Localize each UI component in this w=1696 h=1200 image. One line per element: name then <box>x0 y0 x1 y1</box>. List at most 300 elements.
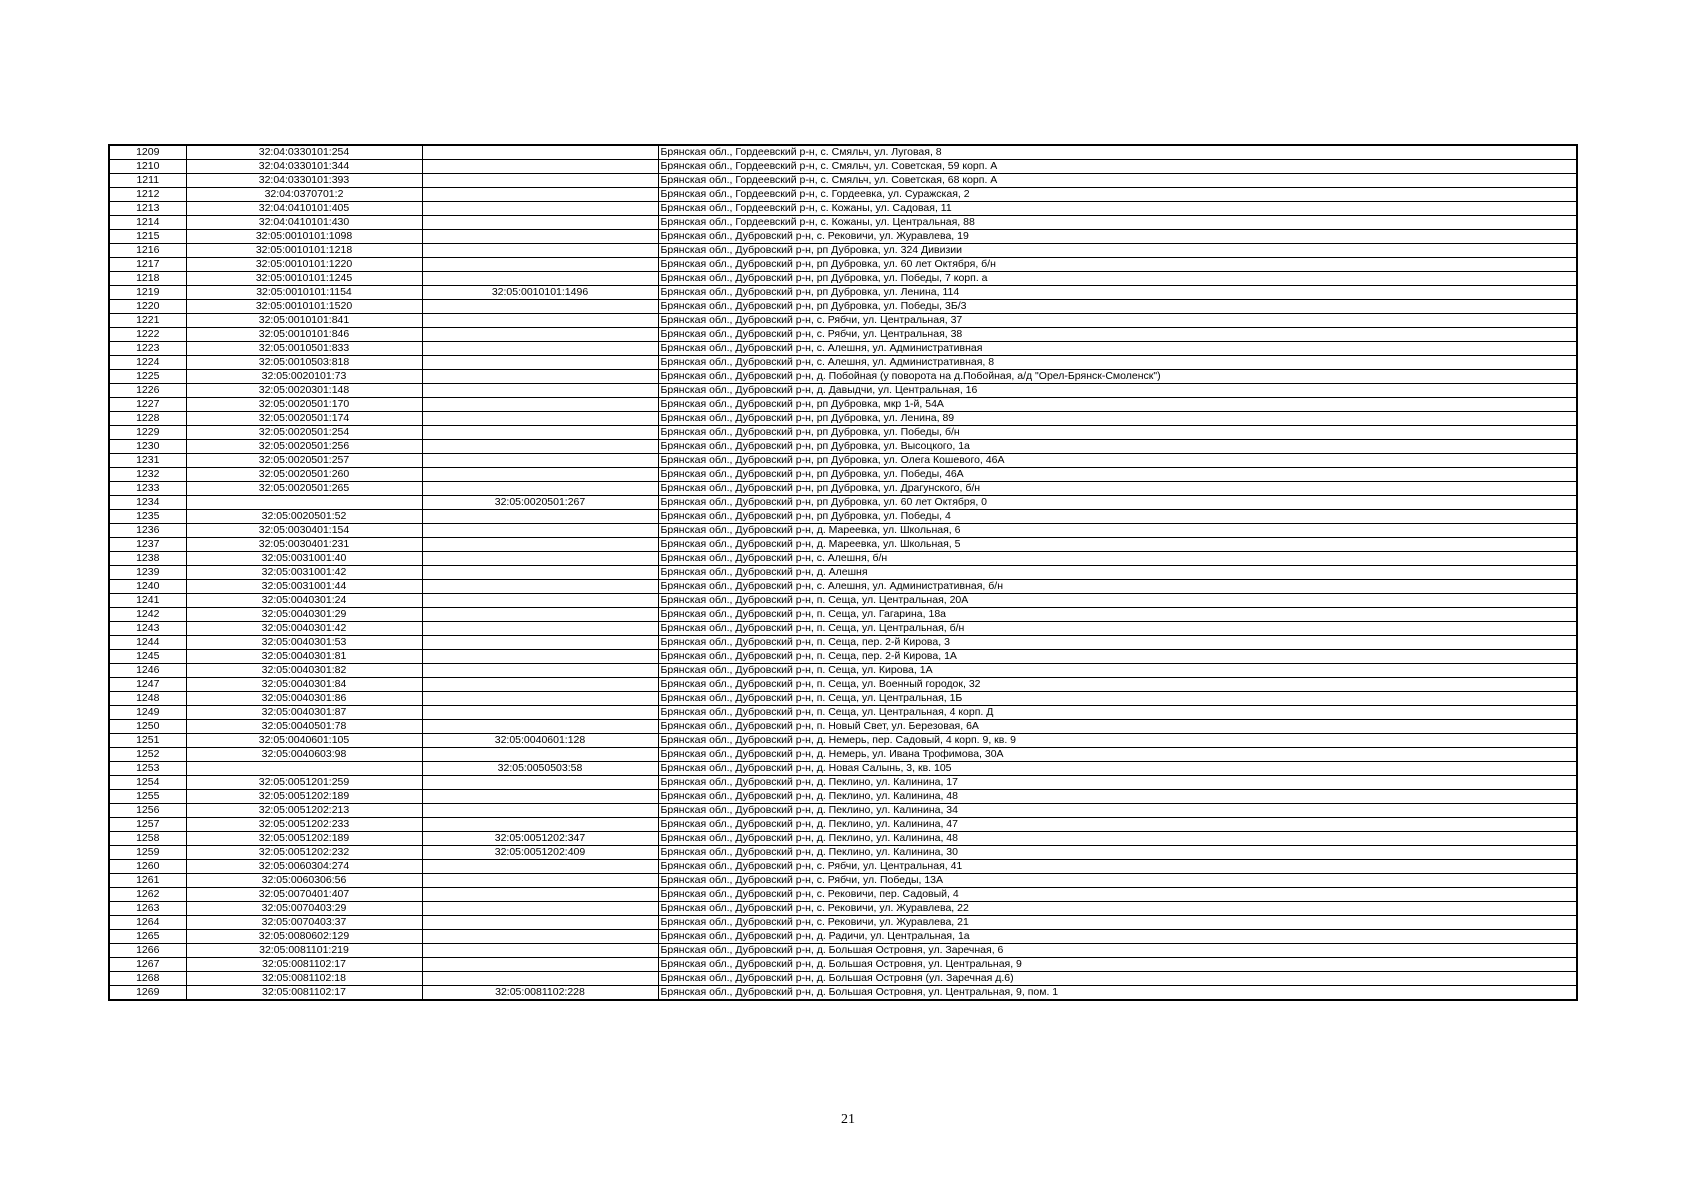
table-row <box>109 930 1577 944</box>
related-cadastral-number-cell <box>422 188 658 202</box>
cadastral-number-cell: 32:05:0020501:52 <box>186 510 422 524</box>
table-row <box>109 356 1577 370</box>
cadastral-number-cell: 32:05:0020501:265 <box>186 482 422 496</box>
address-cell: Брянская обл., Дубровский р-н, рп Дубровка, ул. Победы, 7 корп. а <box>658 272 1577 286</box>
cadastral-number-cell: 32:05:0060306:56 <box>186 874 422 888</box>
cadastral-number-cell: 32:05:0010101:1245 <box>186 272 422 286</box>
table-row <box>109 888 1577 902</box>
related-cadastral-number-cell <box>422 216 658 230</box>
related-cadastral-number-cell <box>422 272 658 286</box>
table-row <box>109 412 1577 426</box>
cadastral-number-cell: 32:05:0040301:87 <box>186 706 422 720</box>
cadastral-number-cell: 32:05:0040301:84 <box>186 678 422 692</box>
table-row <box>109 496 1577 510</box>
cadastral-number-cell: 32:05:0031001:44 <box>186 580 422 594</box>
address-cell: Брянская обл., Дубровский р-н, рп Дубровка, ул. Победы, 46А <box>658 468 1577 482</box>
address-cell: Брянская обл., Дубровский р-н, с. Рековичи, ул. Журавлева, 19 <box>658 230 1577 244</box>
cadastral-number-cell: 32:05:0040301:42 <box>186 622 422 636</box>
cadastral-number-cell: 32:05:0081102:17 <box>186 958 422 972</box>
related-cadastral-number-cell <box>422 356 658 370</box>
address-cell: Брянская обл., Дубровский р-н, д. Алешня <box>658 566 1577 580</box>
table-row <box>109 258 1577 272</box>
cadastral-number-cell: 32:05:0010101:1218 <box>186 244 422 258</box>
row-number-cell: 1252 <box>109 748 186 762</box>
related-cadastral-number-cell <box>422 370 658 384</box>
related-cadastral-number-cell <box>422 930 658 944</box>
table-row <box>109 328 1577 342</box>
row-number-cell: 1257 <box>109 818 186 832</box>
row-number-cell: 1212 <box>109 188 186 202</box>
table-row <box>109 538 1577 552</box>
table-row <box>109 762 1577 776</box>
row-number-cell: 1242 <box>109 608 186 622</box>
related-cadastral-number-cell <box>422 538 658 552</box>
address-cell: Брянская обл., Дубровский р-н, д. Большая Островня (ул. Заречная д.6) <box>658 972 1577 986</box>
related-cadastral-number-cell <box>422 314 658 328</box>
related-cadastral-number-cell <box>422 972 658 986</box>
row-number-cell: 1213 <box>109 202 186 216</box>
row-number-cell: 1265 <box>109 930 186 944</box>
row-number-cell: 1258 <box>109 832 186 846</box>
address-cell: Брянская обл., Дубровский р-н, с. Рековичи, пер. Садовый, 4 <box>658 888 1577 902</box>
related-cadastral-number-cell <box>422 706 658 720</box>
table-row <box>109 734 1577 748</box>
row-number-cell: 1226 <box>109 384 186 398</box>
cadastral-number-cell: 32:05:0020301:148 <box>186 384 422 398</box>
row-number-cell: 1216 <box>109 244 186 258</box>
address-cell: Брянская обл., Дубровский р-н, рп Дубровка, ул. Высоцкого, 1а <box>658 440 1577 454</box>
table-row <box>109 370 1577 384</box>
address-cell: Брянская обл., Дубровский р-н, рп Дубровка, ул. Ленина, 89 <box>658 412 1577 426</box>
cadastral-number-cell: 32:05:0040501:78 <box>186 720 422 734</box>
row-number-cell: 1243 <box>109 622 186 636</box>
table-row <box>109 160 1577 174</box>
row-number-cell: 1256 <box>109 804 186 818</box>
related-cadastral-number-cell <box>422 300 658 314</box>
related-cadastral-number-cell <box>422 398 658 412</box>
address-cell: Брянская обл., Дубровский р-н, д. Мареевка, ул. Школьная, 6 <box>658 524 1577 538</box>
related-cadastral-number-cell <box>422 636 658 650</box>
row-number-cell: 1245 <box>109 650 186 664</box>
row-number-cell: 1266 <box>109 944 186 958</box>
related-cadastral-number-cell <box>422 902 658 916</box>
table-row <box>109 608 1577 622</box>
address-cell: Брянская обл., Дубровский р-н, рп Дубровка, ул. Олега Кошевого, 46А <box>658 454 1577 468</box>
address-cell: Брянская обл., Гордеевский р-н, с. Смяльч, ул. Советская, 68 корп. А <box>658 174 1577 188</box>
related-cadastral-number-cell <box>422 678 658 692</box>
row-number-cell: 1259 <box>109 846 186 860</box>
row-number-cell: 1235 <box>109 510 186 524</box>
related-cadastral-number-cell <box>422 230 658 244</box>
row-number-cell: 1223 <box>109 342 186 356</box>
cadastral-number-cell: 32:05:0010101:1520 <box>186 300 422 314</box>
table-row <box>109 145 1577 160</box>
address-cell: Брянская обл., Дубровский р-н, п. Сеща, ул. Центральная, 4 корп. Д <box>658 706 1577 720</box>
table-row <box>109 706 1577 720</box>
cadastral-number-cell: 32:05:0040301:81 <box>186 650 422 664</box>
related-cadastral-number-cell <box>422 748 658 762</box>
table-row <box>109 902 1577 916</box>
table-row <box>109 692 1577 706</box>
table-row <box>109 958 1577 972</box>
row-number-cell: 1220 <box>109 300 186 314</box>
row-number-cell: 1228 <box>109 412 186 426</box>
address-cell: Брянская обл., Дубровский р-н, с. Алешня, ул. Административная, б/н <box>658 580 1577 594</box>
table-row <box>109 300 1577 314</box>
row-number-cell: 1250 <box>109 720 186 734</box>
table-row <box>109 720 1577 734</box>
table-row <box>109 972 1577 986</box>
table-body <box>109 145 1577 1000</box>
row-number-cell: 1230 <box>109 440 186 454</box>
table-row <box>109 650 1577 664</box>
table-row <box>109 566 1577 580</box>
address-cell: Брянская обл., Дубровский р-н, д. Большая Островня, ул. Центральная, 9 <box>658 958 1577 972</box>
cadastral-number-cell: 32:05:0040601:105 <box>186 734 422 748</box>
cadastral-number-cell: 32:04:0370701:2 <box>186 188 422 202</box>
row-number-cell: 1238 <box>109 552 186 566</box>
table-row <box>109 594 1577 608</box>
cadastral-number-cell <box>186 762 422 776</box>
address-cell: Брянская обл., Дубровский р-н, рп Дубровка, ул. Победы, 3Б/3 <box>658 300 1577 314</box>
row-number-cell: 1211 <box>109 174 186 188</box>
address-cell: Брянская обл., Дубровский р-н, д. Пеклино, ул. Калинина, 48 <box>658 790 1577 804</box>
row-number-cell: 1233 <box>109 482 186 496</box>
address-cell: Брянская обл., Дубровский р-н, рп Дубровка, ул. Ленина, 114 <box>658 286 1577 300</box>
row-number-cell: 1215 <box>109 230 186 244</box>
cadastral-number-cell: 32:05:0020501:174 <box>186 412 422 426</box>
table-row <box>109 776 1577 790</box>
table-row <box>109 188 1577 202</box>
address-cell: Брянская обл., Дубровский р-н, п. Сеща, пер. 2-й Кирова, 1А <box>658 650 1577 664</box>
related-cadastral-number-cell <box>422 258 658 272</box>
related-cadastral-number-cell: 32:05:0081102:228 <box>422 986 658 1001</box>
table-row <box>109 286 1577 300</box>
table-row <box>109 552 1577 566</box>
related-cadastral-number-cell <box>422 944 658 958</box>
row-number-cell: 1219 <box>109 286 186 300</box>
address-cell: Брянская обл., Дубровский р-н, с. Рековичи, ул. Журавлева, 21 <box>658 916 1577 930</box>
related-cadastral-number-cell <box>422 804 658 818</box>
row-number-cell: 1236 <box>109 524 186 538</box>
related-cadastral-number-cell <box>422 145 658 160</box>
cadastral-number-cell: 32:05:0081102:18 <box>186 972 422 986</box>
cadastral-number-cell: 32:05:0070403:37 <box>186 916 422 930</box>
related-cadastral-number-cell <box>422 328 658 342</box>
related-cadastral-number-cell <box>422 412 658 426</box>
related-cadastral-number-cell <box>422 580 658 594</box>
address-cell: Брянская обл., Дубровский р-н, рп Дубровка, ул. Победы, 4 <box>658 510 1577 524</box>
table-row <box>109 818 1577 832</box>
related-cadastral-number-cell <box>422 860 658 874</box>
row-number-cell: 1221 <box>109 314 186 328</box>
table-row <box>109 664 1577 678</box>
row-number-cell: 1254 <box>109 776 186 790</box>
address-cell: Брянская обл., Дубровский р-н, п. Сеща, ул. Центральная, 20А <box>658 594 1577 608</box>
table-row <box>109 174 1577 188</box>
address-cell: Брянская обл., Гордеевский р-н, с. Кожаны, ул. Садовая, 11 <box>658 202 1577 216</box>
row-number-cell: 1269 <box>109 986 186 1001</box>
row-number-cell: 1232 <box>109 468 186 482</box>
related-cadastral-number-cell <box>422 608 658 622</box>
row-number-cell: 1253 <box>109 762 186 776</box>
related-cadastral-number-cell <box>422 650 658 664</box>
related-cadastral-number-cell <box>422 790 658 804</box>
table-row <box>109 314 1577 328</box>
related-cadastral-number-cell <box>422 510 658 524</box>
address-cell: Брянская обл., Дубровский р-н, д. Радичи, ул. Центральная, 1а <box>658 930 1577 944</box>
table-row <box>109 510 1577 524</box>
row-number-cell: 1231 <box>109 454 186 468</box>
table-row <box>109 230 1577 244</box>
cadastral-number-cell: 32:04:0330101:344 <box>186 160 422 174</box>
table-row <box>109 790 1577 804</box>
cadastral-number-cell: 32:05:0030401:154 <box>186 524 422 538</box>
cadastral-number-cell: 32:05:0010503:818 <box>186 356 422 370</box>
cadastral-number-cell: 32:04:0330101:254 <box>186 145 422 160</box>
address-cell: Брянская обл., Дубровский р-н, д. Пеклино, ул. Калинина, 17 <box>658 776 1577 790</box>
related-cadastral-number-cell: 32:05:0050503:58 <box>422 762 658 776</box>
row-number-cell: 1263 <box>109 902 186 916</box>
address-cell: Брянская обл., Дубровский р-н, д. Немерь, пер. Садовый, 4 корп. 9, кв. 9 <box>658 734 1577 748</box>
row-number-cell: 1244 <box>109 636 186 650</box>
related-cadastral-number-cell <box>422 524 658 538</box>
address-cell: Брянская обл., Дубровский р-н, с. Рябчи, ул. Победы, 13А <box>658 874 1577 888</box>
row-number-cell: 1267 <box>109 958 186 972</box>
address-cell: Брянская обл., Дубровский р-н, рп Дубровка, мкр 1-й, 54А <box>658 398 1577 412</box>
address-cell: Брянская обл., Гордеевский р-н, с. Гордеевка, ул. Суражская, 2 <box>658 188 1577 202</box>
related-cadastral-number-cell <box>422 482 658 496</box>
table-row <box>109 524 1577 538</box>
address-cell: Брянская обл., Дубровский р-н, п. Сеща, пер. 2-й Кирова, 3 <box>658 636 1577 650</box>
address-cell: Брянская обл., Дубровский р-н, с. Рябчи, ул. Центральная, 38 <box>658 328 1577 342</box>
table-row <box>109 860 1577 874</box>
address-cell: Брянская обл., Гордеевский р-н, с. Смяльч, ул. Советская, 59 корп. А <box>658 160 1577 174</box>
cadastral-number-cell: 32:05:0010101:841 <box>186 314 422 328</box>
address-cell: Брянская обл., Дубровский р-н, п. Сеща, ул. Военный городок, 32 <box>658 678 1577 692</box>
property-table <box>108 144 1578 1001</box>
related-cadastral-number-cell <box>422 818 658 832</box>
address-cell: Брянская обл., Дубровский р-н, п. Сеща, ул. Центральная, 1Б <box>658 692 1577 706</box>
cadastral-number-cell: 32:05:0070403:29 <box>186 902 422 916</box>
cadastral-number-cell: 32:05:0010101:1098 <box>186 230 422 244</box>
related-cadastral-number-cell <box>422 384 658 398</box>
row-number-cell: 1246 <box>109 664 186 678</box>
address-cell: Брянская обл., Дубровский р-н, п. Сеща, ул. Кирова, 1А <box>658 664 1577 678</box>
address-cell: Брянская обл., Дубровский р-н, рп Дубровка, ул. 60 лет Октября, б/н <box>658 258 1577 272</box>
related-cadastral-number-cell: 32:05:0051202:347 <box>422 832 658 846</box>
cadastral-number-cell: 32:05:0030401:231 <box>186 538 422 552</box>
table-row <box>109 846 1577 860</box>
table-row <box>109 454 1577 468</box>
cadastral-number-cell: 32:04:0410101:430 <box>186 216 422 230</box>
row-number-cell: 1249 <box>109 706 186 720</box>
table-row <box>109 468 1577 482</box>
related-cadastral-number-cell <box>422 426 658 440</box>
table-row <box>109 482 1577 496</box>
cadastral-number-cell: 32:05:0081102:17 <box>186 986 422 1001</box>
related-cadastral-number-cell <box>422 174 658 188</box>
row-number-cell: 1268 <box>109 972 186 986</box>
address-cell: Брянская обл., Дубровский р-н, с. Алешня, ул. Административная <box>658 342 1577 356</box>
address-cell: Брянская обл., Дубровский р-н, рп Дубровка, ул. Драгунского, б/н <box>658 482 1577 496</box>
row-number-cell: 1225 <box>109 370 186 384</box>
cadastral-number-cell: 32:05:0051202:189 <box>186 790 422 804</box>
table-row <box>109 440 1577 454</box>
address-cell: Брянская обл., Дубровский р-н, с. Рековичи, ул. Журавлева, 22 <box>658 902 1577 916</box>
table-row <box>109 244 1577 258</box>
address-cell: Брянская обл., Дубровский р-н, рп Дубровка, ул. 324 Дивизии <box>658 244 1577 258</box>
related-cadastral-number-cell: 32:05:0010101:1496 <box>422 286 658 300</box>
table-row <box>109 216 1577 230</box>
row-number-cell: 1241 <box>109 594 186 608</box>
cadastral-number-cell: 32:05:0020501:170 <box>186 398 422 412</box>
row-number-cell: 1240 <box>109 580 186 594</box>
cadastral-number-cell: 32:05:0040301:82 <box>186 664 422 678</box>
related-cadastral-number-cell <box>422 552 658 566</box>
related-cadastral-number-cell <box>422 720 658 734</box>
cadastral-number-cell: 32:05:0040301:86 <box>186 692 422 706</box>
row-number-cell: 1224 <box>109 356 186 370</box>
row-number-cell: 1247 <box>109 678 186 692</box>
address-cell: Брянская обл., Дубровский р-н, д. Побойная (у поворота на д.Побойная, а/д "Орел-Брянск-Смоленск") <box>658 370 1577 384</box>
related-cadastral-number-cell <box>422 594 658 608</box>
table-row <box>109 874 1577 888</box>
cadastral-number-cell: 32:05:0060304:274 <box>186 860 422 874</box>
related-cadastral-number-cell: 32:05:0040601:128 <box>422 734 658 748</box>
cadastral-number-cell: 32:05:0020101:73 <box>186 370 422 384</box>
cadastral-number-cell: 32:04:0410101:405 <box>186 202 422 216</box>
cadastral-number-cell: 32:05:0040603:98 <box>186 748 422 762</box>
row-number-cell: 1214 <box>109 216 186 230</box>
table-row <box>109 944 1577 958</box>
address-cell: Брянская обл., Дубровский р-н, с. Алешня, ул. Административная, 8 <box>658 356 1577 370</box>
row-number-cell: 1218 <box>109 272 186 286</box>
address-cell: Брянская обл., Дубровский р-н, д. Большая Островня, ул. Заречная, 6 <box>658 944 1577 958</box>
address-cell: Брянская обл., Дубровский р-н, д. Пеклино, ул. Калинина, 30 <box>658 846 1577 860</box>
related-cadastral-number-cell <box>422 692 658 706</box>
related-cadastral-number-cell <box>422 244 658 258</box>
related-cadastral-number-cell: 32:05:0020501:267 <box>422 496 658 510</box>
table-row <box>109 272 1577 286</box>
cadastral-number-cell: 32:05:0040301:29 <box>186 608 422 622</box>
related-cadastral-number-cell <box>422 776 658 790</box>
row-number-cell: 1237 <box>109 538 186 552</box>
row-number-cell: 1262 <box>109 888 186 902</box>
row-number-cell: 1264 <box>109 916 186 930</box>
table-row <box>109 580 1577 594</box>
cadastral-number-cell: 32:05:0010501:833 <box>186 342 422 356</box>
row-number-cell: 1217 <box>109 258 186 272</box>
row-number-cell: 1260 <box>109 860 186 874</box>
related-cadastral-number-cell <box>422 888 658 902</box>
table-row <box>109 636 1577 650</box>
address-cell: Брянская обл., Дубровский р-н, с. Рябчи, ул. Центральная, 41 <box>658 860 1577 874</box>
address-cell: Брянская обл., Дубровский р-н, д. Немерь, ул. Ивана Трофимова, 30А <box>658 748 1577 762</box>
address-cell: Брянская обл., Дубровский р-н, д. Мареевка, ул. Школьная, 5 <box>658 538 1577 552</box>
row-number-cell: 1234 <box>109 496 186 510</box>
cadastral-number-cell: 32:05:0010101:1220 <box>186 258 422 272</box>
table-row <box>109 384 1577 398</box>
table-row <box>109 804 1577 818</box>
cadastral-number-cell: 32:05:0051202:213 <box>186 804 422 818</box>
table-row <box>109 342 1577 356</box>
address-cell: Брянская обл., Дубровский р-н, п. Новый Свет, ул. Березовая, 6А <box>658 720 1577 734</box>
cadastral-number-cell: 32:05:0081101:219 <box>186 944 422 958</box>
address-cell: Брянская обл., Дубровский р-н, д. Пеклино, ул. Калинина, 48 <box>658 832 1577 846</box>
table-row <box>109 748 1577 762</box>
related-cadastral-number-cell <box>422 440 658 454</box>
table-row <box>109 426 1577 440</box>
cadastral-number-cell: 32:05:0020501:260 <box>186 468 422 482</box>
table-row <box>109 678 1577 692</box>
related-cadastral-number-cell <box>422 468 658 482</box>
address-cell: Брянская обл., Дубровский р-н, д. Большая Островня, ул. Центральная, 9, пом. 1 <box>658 986 1577 1001</box>
row-number-cell: 1239 <box>109 566 186 580</box>
row-number-cell: 1248 <box>109 692 186 706</box>
related-cadastral-number-cell <box>422 916 658 930</box>
row-number-cell: 1209 <box>109 145 186 160</box>
row-number-cell: 1229 <box>109 426 186 440</box>
cadastral-number-cell: 32:05:0031001:42 <box>186 566 422 580</box>
address-cell: Брянская обл., Дубровский р-н, д. Пеклино, ул. Калинина, 47 <box>658 818 1577 832</box>
table-row <box>109 916 1577 930</box>
address-cell: Брянская обл., Дубровский р-н, п. Сеща, ул. Гагарина, 18а <box>658 608 1577 622</box>
address-cell: Брянская обл., Дубровский р-н, д. Новая Салынь, 3, кв. 105 <box>658 762 1577 776</box>
address-cell: Брянская обл., Дубровский р-н, рп Дубровка, ул. 60 лет Октября, 0 <box>658 496 1577 510</box>
related-cadastral-number-cell: 32:05:0051202:409 <box>422 846 658 860</box>
row-number-cell: 1251 <box>109 734 186 748</box>
related-cadastral-number-cell <box>422 160 658 174</box>
cadastral-number-cell: 32:05:0040301:53 <box>186 636 422 650</box>
table-row <box>109 832 1577 846</box>
address-cell: Брянская обл., Дубровский р-н, с. Алешня, б/н <box>658 552 1577 566</box>
address-cell: Брянская обл., Гордеевский р-н, с. Кожаны, ул. Центральная, 88 <box>658 216 1577 230</box>
cadastral-number-cell: 32:05:0020501:254 <box>186 426 422 440</box>
cadastral-number-cell: 32:05:0020501:257 <box>186 454 422 468</box>
cadastral-number-cell <box>186 496 422 510</box>
row-number-cell: 1261 <box>109 874 186 888</box>
cadastral-number-cell: 32:05:0051202:189 <box>186 832 422 846</box>
address-cell: Брянская обл., Дубровский р-н, д. Давыдчи, ул. Центральная, 16 <box>658 384 1577 398</box>
row-number-cell: 1227 <box>109 398 186 412</box>
cadastral-number-cell: 32:05:0010101:846 <box>186 328 422 342</box>
address-cell: Брянская обл., Дубровский р-н, п. Сеща, ул. Центральная, б/н <box>658 622 1577 636</box>
cadastral-number-cell: 32:05:0020501:256 <box>186 440 422 454</box>
related-cadastral-number-cell <box>422 958 658 972</box>
cadastral-number-cell: 32:05:0051201:259 <box>186 776 422 790</box>
page-number: 21 <box>841 1112 855 1127</box>
row-number-cell: 1222 <box>109 328 186 342</box>
related-cadastral-number-cell <box>422 622 658 636</box>
related-cadastral-number-cell <box>422 202 658 216</box>
table-row <box>109 202 1577 216</box>
related-cadastral-number-cell <box>422 874 658 888</box>
cadastral-number-cell: 32:04:0330101:393 <box>186 174 422 188</box>
cadastral-number-cell: 32:05:0031001:40 <box>186 552 422 566</box>
related-cadastral-number-cell <box>422 664 658 678</box>
table-row <box>109 622 1577 636</box>
cadastral-number-cell: 32:05:0051202:233 <box>186 818 422 832</box>
address-cell: Брянская обл., Дубровский р-н, с. Рябчи, ул. Центральная, 37 <box>658 314 1577 328</box>
related-cadastral-number-cell <box>422 454 658 468</box>
related-cadastral-number-cell <box>422 342 658 356</box>
row-number-cell: 1255 <box>109 790 186 804</box>
cadastral-number-cell: 32:05:0070401:407 <box>186 888 422 902</box>
cadastral-number-cell: 32:05:0010101:1154 <box>186 286 422 300</box>
table-row <box>109 398 1577 412</box>
address-cell: Брянская обл., Дубровский р-н, рп Дубровка, ул. Победы, б/н <box>658 426 1577 440</box>
